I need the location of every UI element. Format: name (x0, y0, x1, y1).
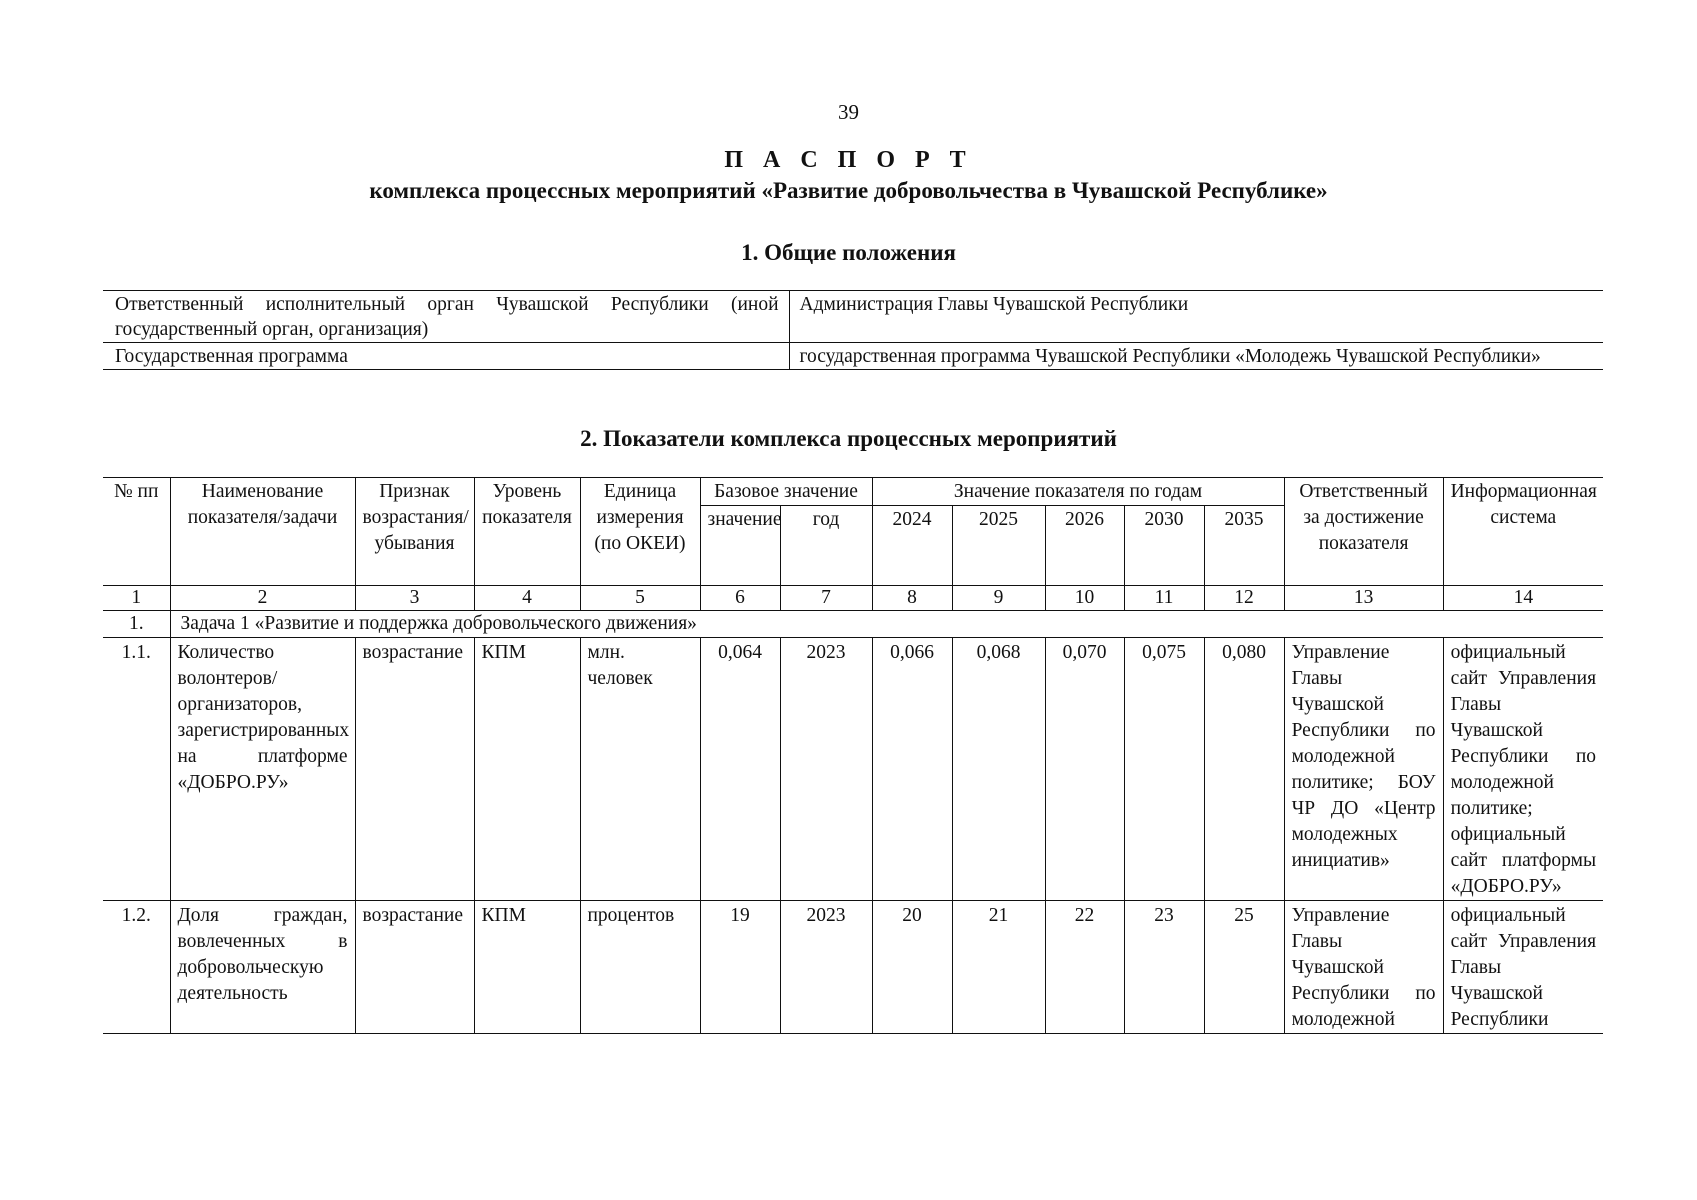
header-sign: Признак возрастания/убывания (355, 478, 474, 586)
task-row (103, 611, 1603, 638)
column-number: 7 (780, 586, 872, 611)
column-number: 3 (355, 586, 474, 611)
header-level: Уровень показателя (474, 478, 580, 586)
task-num: 1. (103, 611, 170, 638)
header-responsible: Ответственный за достижение показателя (1284, 478, 1443, 586)
table-row (103, 638, 1603, 901)
row-base-year: 2023 (780, 638, 872, 901)
page-number: 39 (838, 100, 859, 124)
header-name: Наименование показателя/задачи (170, 478, 355, 586)
row-level: КПМ (474, 901, 580, 1034)
row-name: Доля граждан, вовлеченных в добровольческую деятельность (170, 901, 355, 1034)
row-base-year: 2023 (780, 901, 872, 1034)
row-value-2030: 23 (1124, 901, 1204, 1034)
row-value-2024: 0,066 (872, 638, 952, 901)
indicators-table (103, 477, 1603, 1034)
document-subtitle: комплекса процессных мероприятий «Развитие добровольчества в Чувашской Республике» (369, 178, 1328, 203)
row-value-2026: 22 (1045, 901, 1124, 1034)
row-value-2035: 0,080 (1204, 638, 1284, 901)
header-year-2026: 2026 (1045, 506, 1124, 586)
column-number: 2 (170, 586, 355, 611)
header-year-2030: 2030 (1124, 506, 1204, 586)
row-num: 1.2. (103, 901, 170, 1034)
section-heading-general: 1. Общие положения (741, 240, 956, 265)
task-text: Задача 1 «Развитие и поддержка добровольческого движения» (170, 611, 1603, 638)
header-year-2024: 2024 (872, 506, 952, 586)
header-base: Базовое значение (700, 478, 872, 506)
column-number: 14 (1443, 586, 1603, 611)
header-num: № пп (103, 478, 170, 586)
column-number: 5 (580, 586, 700, 611)
column-number-row (103, 586, 1603, 611)
row-value-2024: 20 (872, 901, 952, 1034)
column-number: 12 (1204, 586, 1284, 611)
table-row (103, 343, 1603, 370)
row-value-2030: 0,075 (1124, 638, 1204, 901)
header-base-year: год (780, 506, 872, 586)
header-year-2025: 2025 (952, 506, 1045, 586)
column-number: 1 (103, 586, 170, 611)
header-year-2035: 2035 (1204, 506, 1284, 586)
row-sign: возрастание (355, 901, 474, 1034)
column-number: 9 (952, 586, 1045, 611)
row-value-2035: 25 (1204, 901, 1284, 1034)
column-number: 10 (1045, 586, 1124, 611)
column-number: 6 (700, 586, 780, 611)
column-number: 4 (474, 586, 580, 611)
column-number: 11 (1124, 586, 1204, 611)
general-provisions-table (103, 290, 1603, 370)
general-value-responsible: Администрация Главы Чувашской Республики (789, 291, 1603, 343)
row-responsible: Управление Главы Чувашской Республики по молодежной (1284, 901, 1443, 1034)
general-label-responsible: Ответственный исполнительный орган Чувашской Республики (иной государственный орган, организация) (115, 294, 779, 340)
row-base-value: 19 (700, 901, 780, 1034)
row-num: 1.1. (103, 638, 170, 901)
column-number: 13 (1284, 586, 1443, 611)
general-value-program: государственная программа Чувашской Республики «Молодежь Чувашской Республики» (789, 343, 1603, 370)
header-unit: Единица измерения (по ОКЕИ) (580, 478, 700, 586)
row-info-system: официальный сайт Управления Главы Чувашской Республики по молодежной политике; официальный сайт платформы «ДОБРО.РУ» (1443, 638, 1603, 901)
row-value-2025: 21 (952, 901, 1045, 1034)
header-years-group: Значение показателя по годам (872, 478, 1284, 506)
row-info-system: официальный сайт Управления Главы Чувашской Республики (1443, 901, 1603, 1034)
row-responsible: Управление Главы Чувашской Республики по молодежной политике; БОУ ЧР ДО «Центр молодежных инициатив» (1284, 638, 1443, 901)
header-info-system: Информационная система (1443, 478, 1603, 586)
row-value-2025: 0,068 (952, 638, 1045, 901)
column-number: 8 (872, 586, 952, 611)
row-base-value: 0,064 (700, 638, 780, 901)
header-base-value: значение (700, 506, 780, 586)
row-level: КПМ (474, 638, 580, 901)
row-unit: процентов (580, 901, 700, 1034)
row-name: Количество волонтеров/организаторов, зарегистрированных на платформе «ДОБРО.РУ» (170, 638, 355, 901)
general-label-program: Государственная программа (103, 343, 789, 370)
row-value-2026: 0,070 (1045, 638, 1124, 901)
table-row (103, 291, 1603, 343)
table-row (103, 901, 1603, 1034)
section-heading-indicators: 2. Показатели комплекса процессных мероприятий (580, 426, 1117, 451)
table-header-row (103, 478, 1603, 506)
row-sign: возрастание (355, 638, 474, 901)
row-unit: млн. человек (580, 638, 700, 901)
document-title: П А С П О Р Т (724, 147, 973, 173)
